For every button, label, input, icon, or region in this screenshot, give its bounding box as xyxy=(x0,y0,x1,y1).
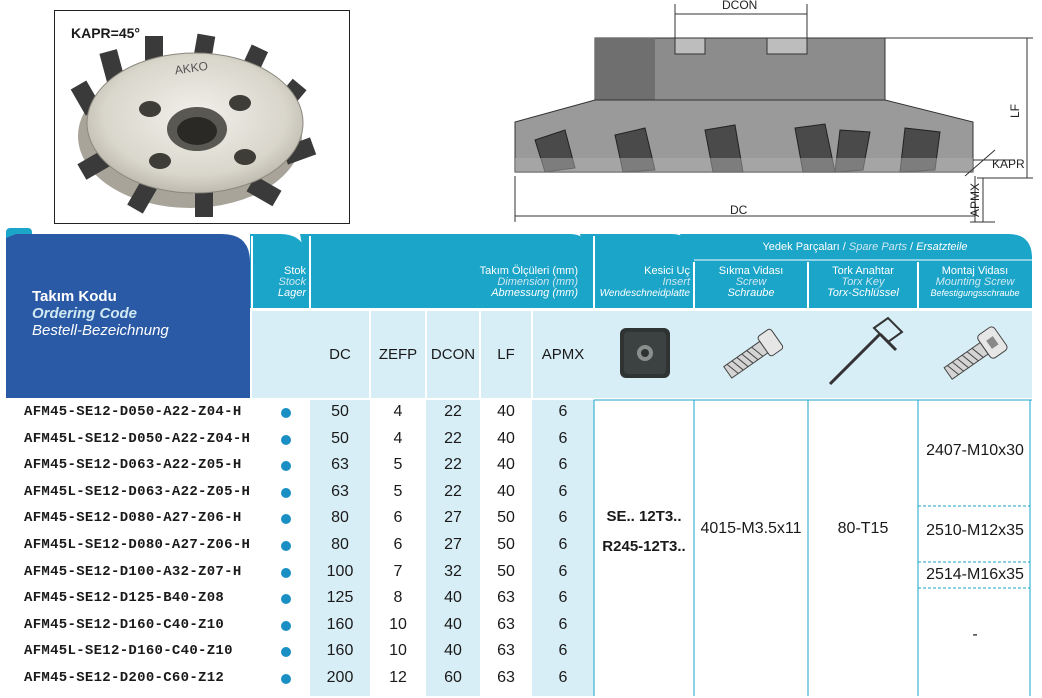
dimension-tr: Takım Ölçüleri (mm) xyxy=(479,265,578,277)
ordering-code-tr: Takım Kodu xyxy=(32,288,117,305)
cell-apmx: 6 xyxy=(558,562,568,580)
dimension-de: Abmessung (mm) xyxy=(491,287,578,299)
cell-apmx: 6 xyxy=(558,589,568,607)
insert-tr: Kesici Uç xyxy=(644,265,690,277)
ordering-code-cell: AFM45-SE12-D080-A27-Z06-H xyxy=(24,510,242,527)
stock-dot xyxy=(281,461,291,471)
mounting-screw-value-4: - xyxy=(972,626,978,643)
ordering-code-cell: AFM45L-SE12-D160-C40-Z10 xyxy=(24,643,233,660)
ordering-code-cell: AFM45L-SE12-D063-A22-Z05-H xyxy=(24,483,251,500)
technical-drawing xyxy=(495,0,1040,232)
milling-cutter-photo xyxy=(55,11,349,223)
table-row xyxy=(0,402,600,429)
mounting-screw-en: Mounting Screw xyxy=(935,276,1015,288)
cell-dc: 63 xyxy=(331,456,349,474)
insert-image xyxy=(606,322,682,386)
cell-apmx: 6 xyxy=(558,669,568,686)
spare-parts-header xyxy=(700,241,1030,253)
cell-lf: 50 xyxy=(497,536,515,553)
col-dc: DC xyxy=(329,346,351,363)
insert-de: Wendeschneidplatte xyxy=(599,288,690,299)
insert-value-2: R245-12T3.. xyxy=(602,538,686,555)
spare-parts-sep-2: / xyxy=(907,241,917,253)
stock-header xyxy=(254,266,306,299)
dcon-dimension-label: DCON xyxy=(722,0,758,12)
table-row xyxy=(0,508,600,535)
ordering-code-en: Ordering Code xyxy=(32,305,138,322)
cell-dcon: 32 xyxy=(444,562,462,580)
dimension-header xyxy=(320,266,578,299)
ordering-code-cell: AFM45L-SE12-D050-A22-Z04-H xyxy=(24,430,251,447)
ordering-code-cell: AFM45L-SE12-D080-A27-Z06-H xyxy=(24,537,251,553)
cell-zefp: 6 xyxy=(393,536,403,553)
cell-dcon: 22 xyxy=(444,429,462,447)
table-row xyxy=(0,668,600,695)
screw-icon xyxy=(716,322,792,386)
ordering-code-cell: AFM45-SE12-D200-C60-Z12 xyxy=(24,670,225,686)
cell-dc: 100 xyxy=(326,562,354,580)
cell-dcon: 60 xyxy=(444,669,462,686)
cell-lf: 63 xyxy=(497,589,515,607)
stock-de: Lager xyxy=(277,287,306,299)
cell-zefp: 4 xyxy=(393,403,403,420)
lf-dimension-label: LF xyxy=(1008,103,1023,119)
mounting-screw-header xyxy=(920,266,1030,299)
kapr-dimension-label: KAPR xyxy=(992,157,1025,171)
mounting-screw-icon xyxy=(936,322,1016,386)
cell-dc: 160 xyxy=(326,642,354,660)
cell-dc: 125 xyxy=(326,589,354,607)
torx-key-value: 80-T15 xyxy=(837,520,889,537)
cell-dcon: 40 xyxy=(444,615,462,633)
cell-dcon: 22 xyxy=(444,403,462,420)
stock-tr: Stok xyxy=(283,265,306,277)
stock-dot xyxy=(281,594,291,604)
table-row xyxy=(0,588,600,615)
cell-apmx: 6 xyxy=(558,482,568,500)
ordering-code-cell: AFM45-SE12-D050-A22-Z04-H xyxy=(24,404,242,420)
screw-de: Schraube xyxy=(727,287,775,299)
cell-apmx: 6 xyxy=(558,456,568,474)
cell-dcon: 27 xyxy=(444,536,462,553)
brand-engraving: AKKO xyxy=(173,58,209,78)
spare-parts-sep-1: / xyxy=(839,241,849,253)
mounting-screw-de: Befestigungsschraube xyxy=(930,288,1020,298)
insert-en: Insert xyxy=(662,276,690,288)
cell-dcon: 40 xyxy=(444,589,462,607)
cell-zefp: 6 xyxy=(393,509,403,527)
torx-key-de: Torx-Schlüssel xyxy=(827,287,899,299)
mounting-screw-tr: Montaj Vidası xyxy=(941,265,1009,277)
table-row xyxy=(0,429,600,456)
stock-dot xyxy=(281,674,291,684)
dimension-en: Dimension (mm) xyxy=(497,276,578,288)
cell-zefp: 5 xyxy=(393,456,403,474)
col-apmx: APMX xyxy=(541,346,585,363)
cell-dc: 50 xyxy=(331,403,349,420)
stock-dot xyxy=(281,568,291,578)
screw-header xyxy=(698,266,804,299)
cell-dc: 63 xyxy=(331,482,349,500)
cell-dc: 200 xyxy=(326,669,354,686)
mounting-screw-value-1: 2407-M10x30 xyxy=(926,442,1024,459)
cell-apmx: 6 xyxy=(558,615,568,633)
cell-dc: 80 xyxy=(331,509,349,527)
table-row xyxy=(0,482,600,509)
cell-dcon: 22 xyxy=(444,482,462,500)
stock-dot xyxy=(281,408,291,418)
col-dcon: DCON xyxy=(430,346,476,363)
spare-parts-en: Spare Parts xyxy=(848,241,907,253)
spare-parts-de: Ersatzteile xyxy=(916,241,968,253)
screw-en: Screw xyxy=(735,276,767,288)
ordering-code-header xyxy=(32,288,169,339)
ordering-code-de: Bestell-Bezeichnung xyxy=(32,322,169,339)
cell-lf: 63 xyxy=(497,642,515,660)
table-row xyxy=(0,641,600,668)
cell-dc: 160 xyxy=(326,615,354,633)
table-row xyxy=(0,562,600,589)
screw-tr: Sıkma Vidası xyxy=(718,265,784,277)
stock-dot xyxy=(281,647,291,657)
cell-zefp: 7 xyxy=(393,562,403,580)
cell-dcon: 22 xyxy=(444,456,462,474)
cell-dcon: 40 xyxy=(444,642,462,660)
cell-apmx: 6 xyxy=(558,642,568,660)
torx-key-tr: Tork Anahtar xyxy=(832,265,894,277)
cell-lf: 40 xyxy=(497,403,515,420)
stock-dot xyxy=(281,621,291,631)
kapr-angle-label: KAPR=45° xyxy=(71,25,141,41)
cell-apmx: 6 xyxy=(558,509,568,527)
cell-zefp: 8 xyxy=(393,589,403,607)
apmx-dimension-label: APMX xyxy=(968,182,983,218)
ordering-code-cell: AFM45-SE12-D063-A22-Z05-H xyxy=(24,457,242,474)
dc-dimension-label: DC xyxy=(730,203,748,217)
cell-dc: 80 xyxy=(331,536,349,553)
cell-zefp: 12 xyxy=(389,669,407,686)
cell-dc: 50 xyxy=(331,429,349,447)
cell-apmx: 6 xyxy=(558,536,568,553)
torx-key-en: Torx Key xyxy=(841,276,885,288)
insert-header xyxy=(598,266,690,299)
insert-value-1: SE.. 12T3.. xyxy=(606,508,682,525)
cell-lf: 40 xyxy=(497,429,515,447)
cell-zefp: 4 xyxy=(393,429,403,447)
ordering-code-cell: AFM45-SE12-D160-C40-Z10 xyxy=(24,616,225,633)
col-zefp: ZEFP xyxy=(378,346,418,363)
cell-lf: 50 xyxy=(497,509,515,527)
table-row xyxy=(0,535,600,562)
col-lf: LF xyxy=(497,346,515,363)
mounting-screw-value-2: 2510-M12x35 xyxy=(926,522,1024,539)
cell-lf: 63 xyxy=(497,669,515,686)
torx-key-icon xyxy=(822,314,906,390)
cell-zefp: 10 xyxy=(389,642,407,660)
ordering-code-cell: AFM45-SE12-D125-B40-Z08 xyxy=(24,590,225,607)
cell-lf: 40 xyxy=(497,456,515,474)
stock-dot xyxy=(281,514,291,524)
stock-dot xyxy=(281,541,291,551)
cell-zefp: 10 xyxy=(389,615,407,633)
spare-parts-tr: Yedek Parçaları xyxy=(762,241,840,253)
cell-apmx: 6 xyxy=(558,403,568,420)
cell-lf: 50 xyxy=(497,562,515,580)
mounting-screw-value-3: 2514-M16x35 xyxy=(926,566,1024,583)
cell-lf: 63 xyxy=(497,615,515,633)
product-photo-box xyxy=(54,10,350,224)
stock-dot xyxy=(281,435,291,445)
cell-apmx: 6 xyxy=(558,429,568,447)
cell-lf: 40 xyxy=(497,482,515,500)
screw-value: 4015-M3.5x11 xyxy=(700,520,802,537)
ordering-code-cell: AFM45-SE12-D100-A32-Z07-H xyxy=(24,563,242,580)
cell-dcon: 27 xyxy=(444,509,462,527)
stock-dot xyxy=(281,488,291,498)
stock-en: Stock xyxy=(278,276,306,288)
table-row xyxy=(0,455,600,482)
table-row xyxy=(0,615,600,642)
torx-key-header xyxy=(810,266,916,299)
cell-zefp: 5 xyxy=(393,482,403,500)
